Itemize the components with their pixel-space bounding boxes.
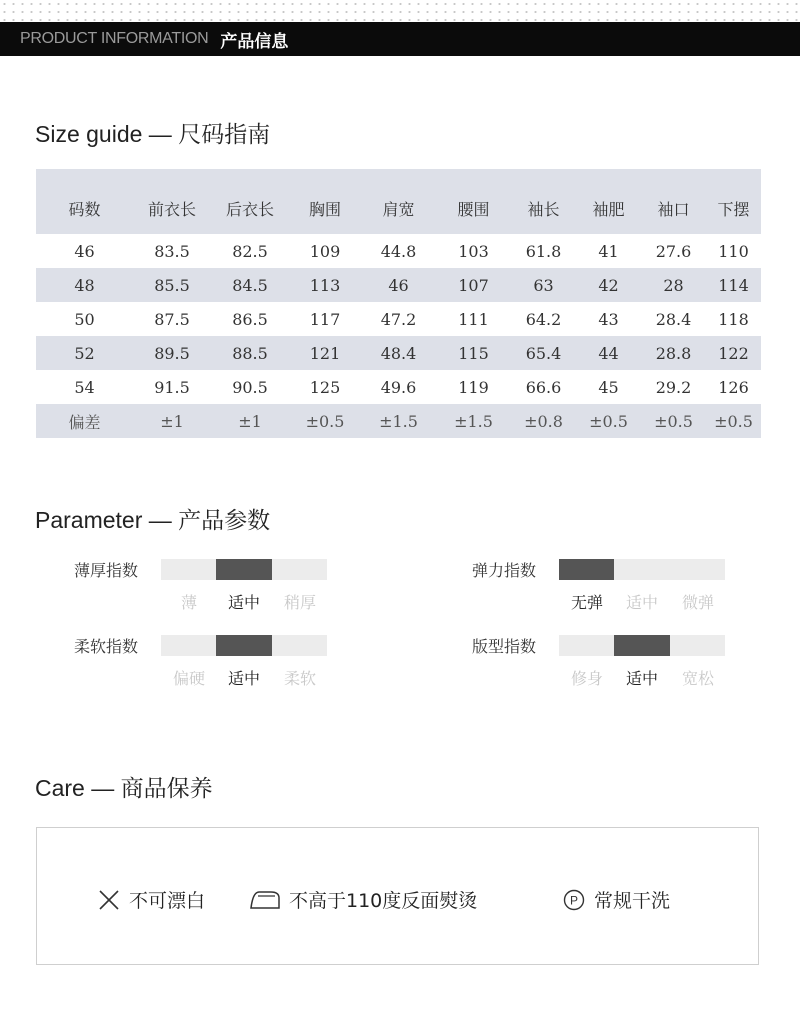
table-cell: 43: [598, 309, 619, 329]
table-cell: 89.5: [154, 343, 190, 363]
table-row: [36, 268, 761, 302]
table-cell: 66.6: [525, 377, 562, 397]
table-cell: 54: [74, 377, 95, 397]
table-cell: ±0.8: [524, 411, 563, 431]
table-cell: 47.2: [380, 309, 417, 329]
svg-text:P: P: [569, 893, 579, 907]
table-cell: 122: [718, 343, 749, 363]
param-fill-softness: [216, 635, 272, 656]
table-cell: 44.8: [380, 241, 417, 261]
column-header: 码数: [68, 200, 101, 219]
column-header: 下摆: [717, 200, 750, 219]
table-row: [36, 370, 761, 404]
table-row: [36, 302, 761, 336]
header-title-cn: 产品信息: [220, 31, 289, 52]
param-option-selected: 无弹: [570, 593, 603, 612]
table-row-tolerance: [36, 404, 761, 438]
care-box: [36, 827, 759, 965]
table-cell: 48.4: [380, 343, 417, 363]
param-fill-elasticity: [559, 559, 614, 580]
table-cell: 125: [309, 377, 341, 397]
param-label-elasticity: 弹力指数: [472, 561, 537, 580]
care-item-iron: [249, 886, 477, 913]
care-title: Care — 商品保养: [35, 775, 213, 801]
iron-icon: [249, 888, 281, 912]
param-label-softness: 柔软指数: [74, 637, 139, 656]
param-option: 稍厚: [283, 593, 316, 612]
size-table: [36, 169, 761, 438]
table-cell: 84.5: [232, 275, 268, 295]
param-option: 适中: [625, 593, 658, 612]
param-option-selected: 适中: [227, 669, 260, 688]
table-cell: 46: [388, 275, 409, 295]
table-cell: 91.5: [154, 377, 190, 397]
table-cell: 61.8: [525, 241, 562, 261]
param-option-selected: 适中: [625, 669, 658, 688]
column-header: 肩宽: [382, 200, 415, 219]
care-label: 不可漂白: [129, 890, 206, 912]
table-cell: 65.4: [525, 343, 562, 363]
table-cell: 113: [309, 275, 341, 295]
table-cell: ±1: [160, 411, 184, 431]
table-cell: 28: [663, 275, 684, 295]
param-option: 薄: [180, 593, 197, 612]
parameter-title: Parameter — 产品参数: [35, 507, 271, 533]
param-track-thickness: [161, 559, 327, 580]
table-cell: ±1.5: [379, 411, 418, 431]
column-header: 后衣长: [225, 200, 274, 219]
column-header: 胸围: [308, 200, 341, 219]
table-cell: 49.6: [380, 377, 417, 397]
header-banner: [0, 22, 800, 56]
header-title-en: PRODUCT INFORMATION: [20, 30, 209, 47]
care-label: 不高于110度反面熨烫: [289, 890, 478, 912]
table-row: [36, 336, 761, 370]
param-track-fit: [559, 635, 725, 656]
param-option: 柔软: [283, 669, 316, 688]
table-cell: 117: [309, 309, 341, 329]
table-cell: 103: [458, 241, 489, 261]
param-option-selected: 适中: [227, 593, 260, 612]
param-option: 宽松: [681, 669, 714, 688]
table-cell: 46: [74, 241, 95, 261]
param-label-fit: 版型指数: [472, 637, 537, 656]
param-track-softness: [161, 635, 327, 656]
column-header: 腰围: [457, 200, 490, 219]
param-option: 偏硬: [172, 669, 205, 688]
table-cell: 28.8: [655, 343, 692, 363]
table-cell: 121: [309, 343, 341, 363]
column-header: 袖肥: [592, 200, 625, 219]
no-bleach-icon: [97, 888, 121, 912]
table-cell: 107: [458, 275, 489, 295]
table-cell: 82.5: [232, 241, 268, 261]
care-item-no-bleach: [97, 886, 205, 913]
table-cell: 111: [458, 309, 489, 329]
column-header: 前衣长: [147, 200, 196, 219]
table-cell: 88.5: [232, 343, 268, 363]
column-header: 袖口: [657, 200, 690, 219]
table-cell: ±0.5: [654, 411, 693, 431]
table-cell: 114: [718, 275, 749, 295]
table-cell: 86.5: [232, 309, 268, 329]
dotted-border: [0, 0, 800, 22]
table-cell: 110: [718, 241, 749, 261]
table-cell: 64.2: [525, 309, 562, 329]
table-row: [36, 234, 761, 268]
table-cell: 41: [598, 241, 619, 261]
table-cell: ±1.5: [454, 411, 493, 431]
column-header: 袖长: [527, 200, 560, 219]
table-cell: 115: [458, 343, 489, 363]
table-cell: 87.5: [154, 309, 190, 329]
table-cell: 48: [74, 275, 95, 295]
table-cell: 50: [74, 309, 95, 329]
table-cell: 109: [309, 241, 341, 261]
param-fill-fit: [614, 635, 670, 656]
table-cell: 85.5: [154, 275, 190, 295]
table-cell: ±0.5: [589, 411, 628, 431]
table-cell: ±0.5: [714, 411, 753, 431]
table-cell: 45: [598, 377, 619, 397]
care-label: 常规干洗: [594, 890, 671, 912]
table-cell: 42: [598, 275, 619, 295]
table-cell: 90.5: [232, 377, 268, 397]
table-cell: 偏差: [68, 412, 101, 432]
care-item-dry-clean: [562, 886, 670, 913]
table-cell: 27.6: [655, 241, 692, 261]
table-cell: 63: [533, 275, 554, 295]
dry-clean-icon: [562, 888, 586, 912]
table-cell: 119: [458, 377, 489, 397]
table-header-row: [36, 169, 761, 234]
param-label-thickness: 薄厚指数: [74, 561, 139, 580]
size-guide-title: Size guide — 尺码指南: [35, 121, 271, 147]
table-cell: ±1: [238, 411, 262, 431]
table-cell: 52: [74, 343, 95, 363]
table-cell: 118: [718, 309, 749, 329]
table-cell: 83.5: [154, 241, 190, 261]
table-cell: ±0.5: [305, 411, 345, 431]
param-option: 微弹: [681, 593, 714, 612]
param-option: 修身: [570, 669, 603, 688]
param-fill-thickness: [216, 559, 272, 580]
param-track-elasticity: [559, 559, 725, 580]
table-cell: 28.4: [655, 309, 692, 329]
table-cell: 44: [598, 343, 619, 363]
table-cell: 126: [718, 377, 749, 397]
table-cell: 29.2: [655, 377, 692, 397]
